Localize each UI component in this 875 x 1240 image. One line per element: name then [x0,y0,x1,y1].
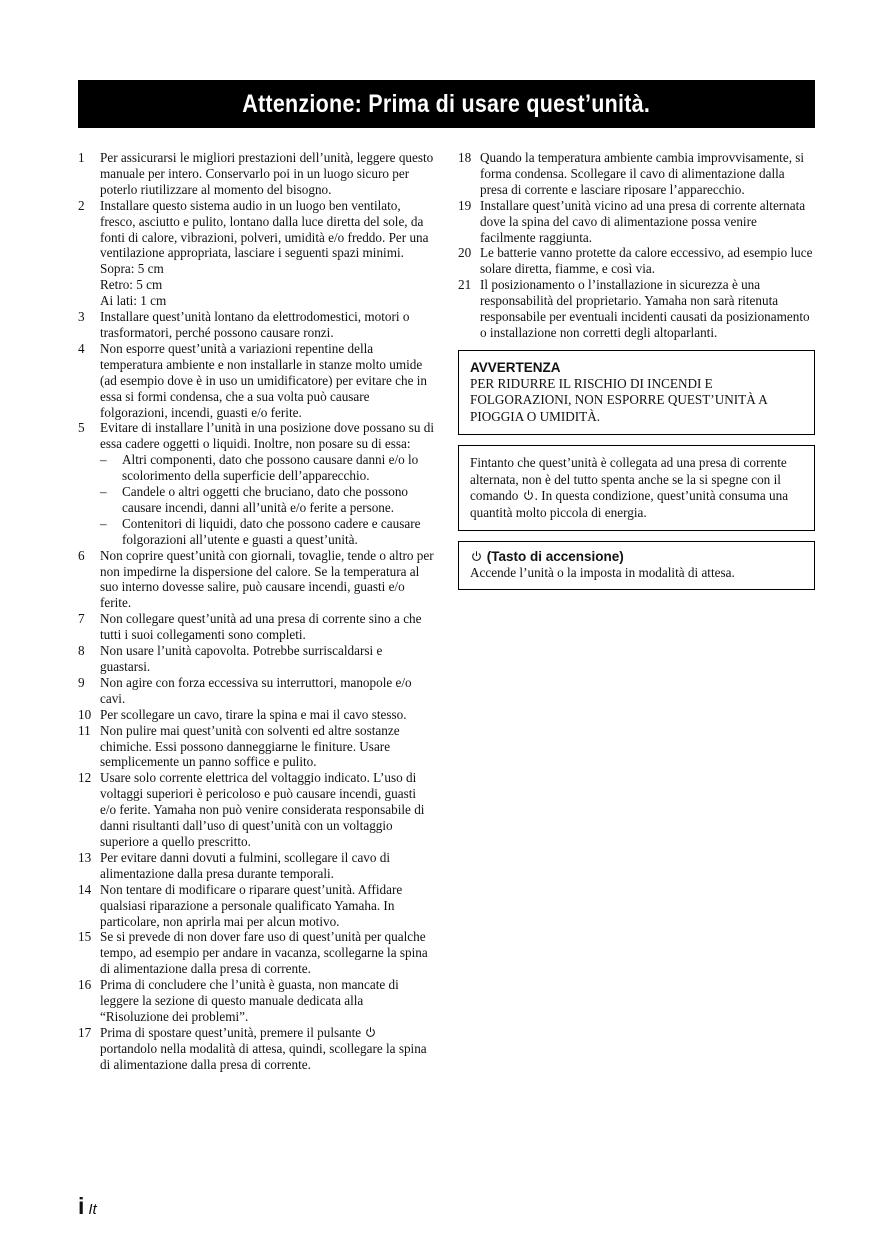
item-number: 3 [78,309,85,325]
sub-item-text: Altri componenti, dato che possono causare danni e/o lo scolorimento della superficie dell’apparecchio. [122,452,419,484]
right-column [458,150,815,590]
item-body: Il posizionamento o l’installazione in sicurezza è una responsabilità del proprietario. Yamaha non sarà ritenuta responsabile per eventuali incidenti causati da posizionamento o installazione non corretti degli altoparlanti. [480,277,810,340]
power-key-heading: (Tasto di accensione) [486,549,624,565]
list-item [78,850,434,882]
list-item [78,341,434,421]
standby-note-box [458,445,815,531]
page-title-bar [78,80,815,128]
clearance-line: Sopra: 5 cm [100,261,164,277]
clearance-line: Ai lati: 1 cm [100,293,167,309]
item-body: Non usare l’unità capovolta. Potrebbe surriscaldarsi e guastarsi. [100,643,383,674]
item-body: Se si prevede di non dover fare uso di quest’unità per qualche tempo, ad esempio per andare in vacanza, scollegarne la spina di alimentazione dalla presa di corrente. [100,929,428,977]
item-number: 21 [458,277,472,293]
item-number: 16 [78,977,92,993]
power-icon [471,550,482,562]
power-icon [365,1026,376,1038]
sub-item [100,516,434,548]
item-number: 4 [78,340,85,356]
item-body: Usare solo corrente elettrica del voltaggio indicato. L’uso di voltaggi superiori è pericoloso e può causare incendi, guasti e/o ferite. Yamaha non può venire considerata responsabile di danni risultanti dall’uso di quest’unità con un voltaggio superiore a quello prescritto. [100,770,425,849]
warning-box [458,350,815,436]
list-item [78,643,434,675]
item-number: 19 [458,197,472,213]
list-item [78,723,434,771]
item-body: Non pulire mai quest’unità con solventi ed altre sostanze chimiche. Essi possono danneggiarne le finiture. Usare semplicemente un panno soffice e pulito. [100,722,400,770]
list-item [78,929,434,977]
item-text [100,707,434,723]
list-item [78,675,434,707]
item-text [100,150,434,198]
item-body: Per scollegare un cavo, tirare la spina e mai il cavo stesso. [100,706,407,722]
page-footer [78,1193,97,1220]
item-body: Non agire con forza eccessiva su interruttori, manopole e/o cavi. [100,674,412,706]
item-number: 17 [78,1024,92,1040]
item-number: 5 [78,420,85,436]
language-code: It [88,1201,97,1218]
item-number: 18 [458,150,472,165]
dash-bullet: – [100,484,107,500]
list-item [78,309,434,341]
warning-heading: AVVERTENZA [470,359,561,375]
item-body: Non collegare quest’unità ad una presa di corrente sino a che tutti i suoi collegamenti sono completi. [100,611,422,643]
item-text [100,611,434,643]
page-number: i [78,1193,85,1219]
list-item [78,198,434,309]
item-body: portandolo nella modalità di attesa, quindi, scollegare la spina di alimentazione dalla presa di corrente. [100,1040,427,1072]
item-number: 20 [458,245,472,261]
item-body: Installare questo sistema audio in un luogo ben ventilato, fresco, asciutto e pulito, lontano dalla luce diretta del sole, da fonti di calore, vibrazioni, polveri, umidità e/o freddo. Per una ventilazione appropriata, lasciare i seguenti spazi minimi. [100,197,429,261]
list-item [78,420,434,452]
item-number: 13 [78,849,92,865]
sub-item-text: Candele o altri oggetti che bruciano, dato che possono causare incendi, danni all’unità e/o ferite a persone. [122,484,409,515]
item-body: Evitare di installare l’unità in una posizione dove possano su di essa cadere oggetti o liquidi. Inoltre, non posare su di essa: [100,420,435,452]
precautions-list-right [458,150,815,341]
item-text [100,977,434,1025]
item-text [480,198,815,246]
item-text [100,929,434,977]
warning-text: PER RIDURRE IL RISCHIO DI INCENDI E FOLGORAZIONI, NON ESPORRE QUEST’UNITÀ A PIOGGIA O UMIDITÀ. [470,375,768,424]
item-body: Non tentare di modificare o riparare quest’unità. Affidare qualsiasi riparazione a personale qualificato Yamaha. In particolare, non aprirla mai per alcun motivo. [100,881,403,929]
item-text [100,341,434,421]
item-text [480,277,815,341]
list-item [78,1025,434,1073]
item-number: 15 [78,929,92,945]
item-text [100,420,434,452]
item-text [480,245,815,277]
list-item [78,611,434,643]
item-text [100,770,434,850]
power-key-text: Accende l’unità o la imposta in modalità di attesa. [470,565,735,581]
item-number: 1 [78,150,85,165]
item-number: 7 [78,611,85,627]
sub-item [100,484,434,516]
sub-item-text: Contenitori di liquidi, dato che possono cadere e causare folgorazioni all’utente e guasti a quest’unità. [122,515,421,547]
list-item [78,882,434,930]
left-column [78,150,434,1073]
list-item [78,150,434,198]
item-body: Installare quest’unità lontano da elettrodomestici, motori o trasformatori, perché possono causare ronzi. [100,309,410,340]
item-body: Prima di concludere che l’unità è guasta, non mancate di leggere la sezione di questo manuale dedicata alla “Risoluzione dei problemi”. [100,977,399,1024]
item-number: 10 [78,706,92,722]
sub-item [100,452,434,484]
item-text [100,198,434,309]
item-text [100,309,434,341]
list-item [78,770,434,850]
standby-note-text-1: Fintanto che quest’unità è collegata ad una presa di corrente alternata, non è del tutto spenta anche se la si spegne con il comando [470,455,787,504]
item-body: Quando la temperatura ambiente cambia improvvisamente, si forma condensa. Scollegare il cavo di alimentazione dalla presa di corrente e lasciare riposare l’apparecchio. [480,150,805,197]
item-text [100,675,434,707]
item-number: 12 [78,770,92,786]
power-key-box [458,541,815,590]
item-body: Le batterie vanno protette da calore eccessivo, ad esempio luce solare diretta, fiamme, e così via. [480,245,813,277]
item-body: Per assicurarsi le migliori prestazioni dell’unità, leggere questo manuale per intero. Conservarlo poi in un luogo sicuro per poterlo riutilizzare al momento del bisogno. [100,150,434,197]
standby-note-text-2: . In questa condizione, quest’unità consuma una quantità molto piccola di energia. [470,488,789,520]
dash-bullet: – [100,452,107,468]
list-item [78,977,434,1025]
page-title: Attenzione: Prima di usare quest’unità. [242,89,651,118]
item-body: Non esporre quest’unità a variazioni repentine della temperatura ambiente e non installarle in stanze molto umide (ad esempio dove è in uso un umidificatore) per evitare che in essa si formi condensa, che a sua volta può causare folgorazioni, incendi, guasti e/o ferite. [100,340,428,420]
list-item [78,548,434,612]
item-text [480,150,815,198]
power-icon [523,489,534,501]
item-number: 14 [78,881,92,897]
list-item [458,198,815,246]
item-text [100,882,434,930]
item-body: Non coprire quest’unità con giornali, tovaglie, tende o altro per non impedirne la dispersione del calore. Se la temperatura al suo interno dovesse salire, può causare incendi, guasti e/o ferite. [100,547,434,611]
list-item [78,707,434,723]
list-item [458,245,815,277]
item-text [100,723,434,771]
item-body: Installare quest’unità vicino ad una presa di corrente alternata dove la spina del cavo di alimentazione possa venire facilmente raggiunta. [480,197,806,245]
list-item [458,150,815,198]
item-body: Prima di spostare quest’unità, premere il pulsante [100,1024,362,1040]
item-number: 2 [78,197,85,213]
clearance-line: Retro: 5 cm [100,277,163,293]
item-body: Per evitare danni dovuti a fulmini, scollegare il cavo di alimentazione dalla presa durante temporali. [100,849,391,881]
item-number: 8 [78,643,85,659]
item-text [100,850,434,882]
item-number: 9 [78,674,85,690]
item-number: 11 [78,722,91,738]
item-text [100,643,434,675]
list-item [458,277,815,341]
item-text [100,548,434,612]
item-text [100,1025,434,1073]
item-number: 6 [78,547,85,563]
dash-bullet: – [100,515,107,531]
